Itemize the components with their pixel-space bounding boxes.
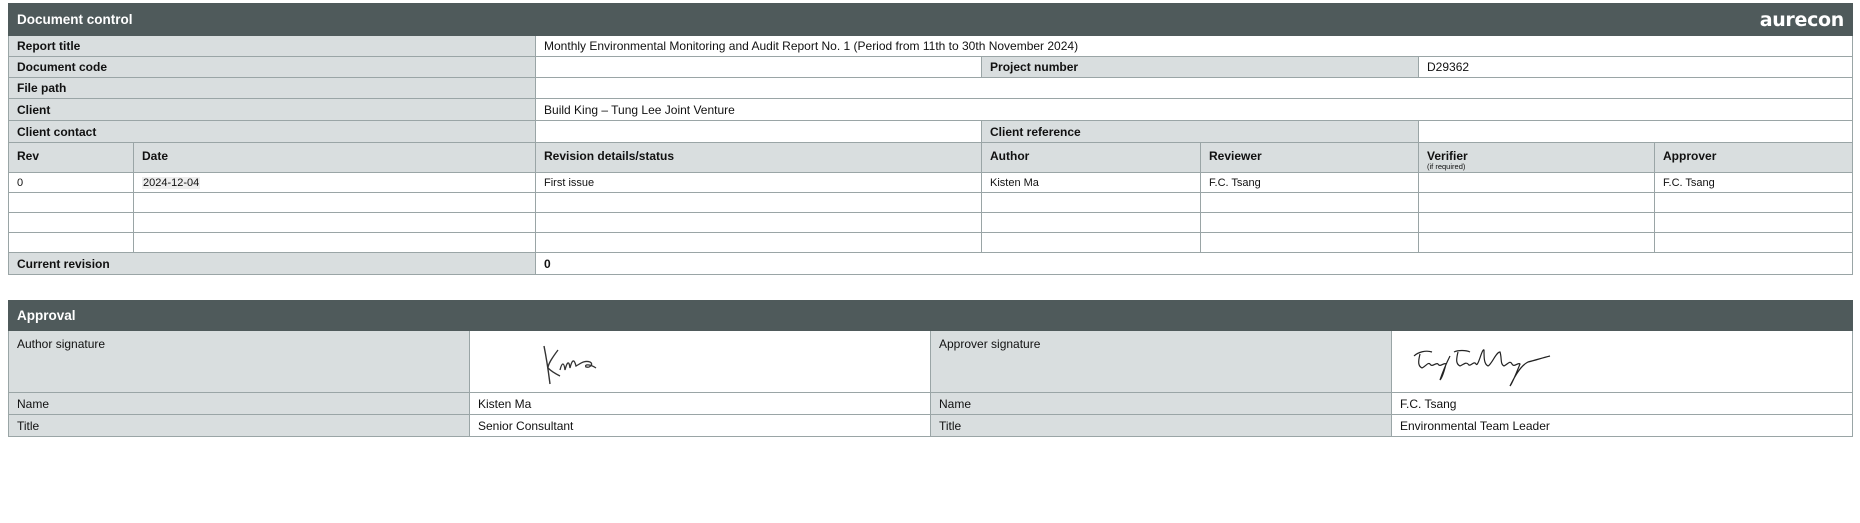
col-date: Date	[134, 143, 536, 173]
cell-details	[536, 233, 982, 253]
cell-rev	[9, 193, 134, 213]
client-contact-value	[536, 121, 982, 143]
document-code-label: Document code	[9, 57, 536, 78]
col-verifier-label: Verifier	[1427, 149, 1468, 163]
author-name-label: Name	[9, 393, 470, 415]
author-title-label: Title	[9, 415, 470, 437]
project-number-label: Project number	[982, 57, 1419, 78]
report-title-label: Report title	[9, 36, 536, 57]
document-control-header: Document control	[9, 4, 536, 36]
author-signature-image	[510, 334, 630, 390]
cell-verifier	[1419, 173, 1655, 193]
cell-details	[536, 213, 982, 233]
table-row	[9, 213, 1853, 233]
approval-table	[8, 300, 1853, 437]
cell-details: First issue	[536, 173, 982, 193]
col-revision-details: Revision details/status	[536, 143, 982, 173]
project-number-value: D29362	[1419, 57, 1853, 78]
approver-title-label: Title	[931, 415, 1392, 437]
col-reviewer: Reviewer	[1201, 143, 1419, 173]
cell-approver	[1655, 193, 1853, 213]
client-contact-label: Client contact	[9, 121, 536, 143]
approver-signature-image	[1404, 334, 1564, 390]
approver-signature-cell	[1392, 331, 1853, 393]
file-path-label: File path	[9, 78, 536, 99]
document-code-value	[536, 57, 982, 78]
current-revision-value: 0	[536, 253, 1853, 275]
cell-reviewer	[1201, 193, 1419, 213]
current-revision-label: Current revision	[9, 253, 536, 275]
aurecon-logo: aurecon	[1759, 8, 1845, 31]
cell-details	[536, 193, 982, 213]
col-author: Author	[982, 143, 1201, 173]
cell-date	[134, 193, 536, 213]
cell-reviewer: F.C. Tsang	[1201, 173, 1419, 193]
client-reference-label: Client reference	[982, 121, 1419, 143]
cell-author	[982, 213, 1201, 233]
cell-rev: 0	[9, 173, 134, 193]
header-logo-cell	[536, 4, 1853, 36]
author-title-value: Senior Consultant	[470, 415, 931, 437]
col-rev: Rev	[9, 143, 134, 173]
col-verifier	[1419, 143, 1655, 173]
cell-author	[982, 233, 1201, 253]
cell-approver	[1655, 233, 1853, 253]
cell-reviewer	[1201, 213, 1419, 233]
table-row	[9, 193, 1853, 213]
client-value: Build King – Tung Lee Joint Venture	[536, 99, 1853, 121]
approver-signature-label: Approver signature	[931, 331, 1392, 393]
approver-name-label: Name	[931, 393, 1392, 415]
cell-author	[982, 193, 1201, 213]
cell-verifier	[1419, 193, 1655, 213]
document-control-table	[8, 3, 1853, 275]
cell-date	[134, 233, 536, 253]
date-value: 2024-12-04	[143, 176, 200, 189]
author-signature-cell	[470, 331, 931, 393]
table-row	[9, 233, 1853, 253]
table-row	[9, 173, 1853, 193]
cell-reviewer	[1201, 233, 1419, 253]
approval-header: Approval	[9, 301, 1853, 331]
cell-rev	[9, 233, 134, 253]
cell-verifier	[1419, 213, 1655, 233]
author-name-value: Kisten Ma	[470, 393, 931, 415]
cell-date	[134, 213, 536, 233]
author-signature-label: Author signature	[9, 331, 470, 393]
col-approver: Approver	[1655, 143, 1853, 173]
cell-approver	[1655, 213, 1853, 233]
cell-author: Kisten Ma	[982, 173, 1201, 193]
approver-title-value: Environmental Team Leader	[1392, 415, 1853, 437]
col-verifier-note: (if required)	[1427, 162, 1466, 171]
cell-verifier	[1419, 233, 1655, 253]
cell-date	[134, 173, 536, 193]
cell-rev	[9, 213, 134, 233]
approver-name-value: F.C. Tsang	[1392, 393, 1853, 415]
client-label: Client	[9, 99, 536, 121]
report-title-value: Monthly Environmental Monitoring and Audit Report No. 1 (Period from 11th to 30th November 2024)	[536, 36, 1853, 57]
file-path-value	[536, 78, 1853, 99]
client-reference-value	[1419, 121, 1853, 143]
cell-approver: F.C. Tsang	[1655, 173, 1853, 193]
